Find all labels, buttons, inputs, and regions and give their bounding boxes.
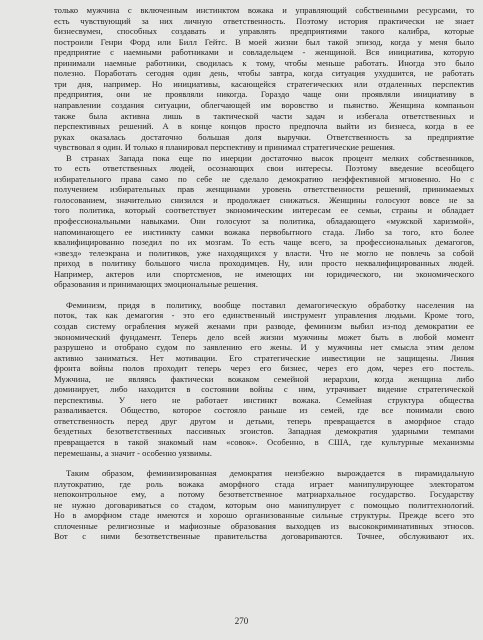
- text-line: предприятия, они не проявляли никогда. Гораздо чаще они проявляли инициативу в: [54, 89, 474, 100]
- text-line: перспективы. У него не работает инстинкт вожака. Семейная структура общества: [54, 394, 474, 405]
- text-line: ответственность перед друг другом и детьми, теперь превращается в аморфное стадо: [54, 415, 474, 426]
- text-line: бизнесвумен, способных создавать и управлять предприятиями такого калибра, которые: [54, 26, 474, 37]
- text-line: предприятие с наемными работниками и совладельцем - женщиной. Вся инициатива, которую: [54, 47, 474, 58]
- text-line: доминирует, либо находится в состоянии войны с ним, утрачивает видение стратегической: [54, 384, 474, 395]
- text-line: разрушено и отобрано судом по заявлению его жены. И у мужчины нет смысла этим делом: [54, 342, 474, 353]
- page-number: 270: [234, 616, 249, 626]
- text-line: направлении создания ситуации, облегчающей им воровство и пьянство. Женщина компаньон: [54, 99, 474, 110]
- text-line: Например, актеров или спортсменов, не имеющих ни юридического, ни экономического: [54, 268, 474, 279]
- text-line: фронта войны полов проходит теперь через его бизнес, через его дом, через его постель.: [54, 363, 474, 374]
- text-line: голосованием, значительно снизился и продолжает снижаться. Женщины голосуют вовсе не за: [54, 194, 474, 205]
- text-line: приход в политику большого числа проходимцев. Ну, или просто неквалифицированных людей.: [54, 258, 474, 269]
- text-line: активно заниматься. Нет мотивации. Его стратегические инвестиции не защищены. Линия: [54, 352, 474, 363]
- text-line: Вот с ними безответственные правительства договариваются. Точнее, обслуживают их.: [54, 531, 474, 542]
- text-line: непоконтрольное ему, а потому безответственное матриархальное государство. Государству: [54, 489, 474, 500]
- text-line: принимали наемные работники, сводилась к тому, чтобы меньше работать. Иногда это было: [54, 57, 474, 68]
- text-line: того политика, который соответствует экономическим интересам ее семьи, страны и обладает: [54, 205, 474, 216]
- text-line: профессиональными навыками. Они голосуют за политика, обладающего «мужской харизмой»,: [54, 216, 474, 226]
- text-line: сплоченные религиозные и мафиозные образования выходцев из высококриминативных этносов.: [54, 520, 474, 531]
- text-line: «звезд» телеэкрана и политиков, уже находящихся у власти. Что не могло не повлечь за собой: [54, 247, 474, 258]
- text-line: В странах Запада пока еще по инерции достаточно высок процент мелких собственников,: [66, 152, 474, 163]
- text-line: создав систему ограбления мужей женами при разводе, феминизм выбил из-под демократии ее: [54, 320, 474, 331]
- text-line: только мужчина с включенным инстинктом вожака и управляющий собственными ресурсами, то: [54, 5, 474, 15]
- text-line: три дня, например. Но инициативы, касающейся стратегических или отдаленных перспектив: [54, 78, 474, 89]
- text-line: перемешаны, а значит - особенно уязвимы.: [54, 447, 212, 458]
- text-line: Таким образом, феминизированная демократия неизбежно вырождается в пирамидальную: [66, 468, 474, 479]
- text-line: чувствовал я один. И только я планировал перспективу и принимал стратегические решения.: [54, 142, 395, 153]
- text-line: получением избирательных прав женщинами уровень ответственности решений, принимаемых: [54, 184, 474, 195]
- text-line: напоминающего ее инстинкту самки вожака первобытного стада. Либо за того, кто более: [54, 226, 474, 237]
- text-line: также была активна лишь в тактической части задач и избегала ответственных и: [54, 110, 474, 121]
- text-line: превращается в такой знакомый нам «совок». Особенно, в США, где культурные механизмы: [54, 437, 474, 447]
- text-line: Но в аморфном стаде имеются и хорошо организованные сильные структуры. Прежде всего это: [54, 510, 474, 521]
- text-line: разваливается. Общество, которое состояло раньше из семей, где все понимали свою: [54, 405, 474, 416]
- text-line: Мужчина, не являясь фактически вожаком семейной иерархии, когда женщина либо: [54, 373, 474, 384]
- text-line: полезно. Поработать сегодня один день, чтобы завтра, когда ситуация ухудшится, не работать: [54, 68, 474, 79]
- text-line: руках оказалась достаточно большая доля выручки. Ответственность за предприятие: [54, 131, 474, 142]
- text-line: квалифицированно позедил по их мозгам. То есть чаще всего, за профессиональных демагогов,: [54, 237, 474, 248]
- text-line: Феминизм, придя в политику, вообще поставил демагогическую обработку населения на: [66, 299, 474, 310]
- text-line: перспективных решений. А в конце концов просто предпочла выйти из бизнеса, когда в ее: [54, 121, 474, 132]
- text-line: избирательного права само по себе не сделало демократию неэффективной мгновенно. Но с: [54, 173, 474, 184]
- text-line: образования и принимающих эмоциональные решения.: [54, 279, 258, 290]
- text-line: построили Генри Форд или Билл Гейтс. В моей жизни был такой эпизод, когда у меня было: [54, 36, 474, 47]
- text-line: не нужно договариваться со стадом, которым оно манипулирует с помощью политтехнологий.: [54, 499, 474, 510]
- text-line: поток, так как демагогия - это его единственный инструмент управления людьми. Кроме того,: [54, 310, 474, 321]
- text-line: плутократию, где роль вожака аморфного стада играет манипулирующее электоратом: [54, 478, 474, 489]
- text-line: то есть ответственных людей, осознающих свои интересы. Поэтому введение всеобщего: [54, 163, 474, 174]
- text-line: экономический фундамент. Теперь дело всей жизни мужчины может быть в любой момент: [54, 331, 474, 342]
- text-line: бездетных безответственных пассивных эгоистов. Западная демократия ударными темпами: [54, 426, 474, 437]
- text-line: есть чувствующий за них личную ответственность. Поэтому история практически не знает: [54, 15, 474, 26]
